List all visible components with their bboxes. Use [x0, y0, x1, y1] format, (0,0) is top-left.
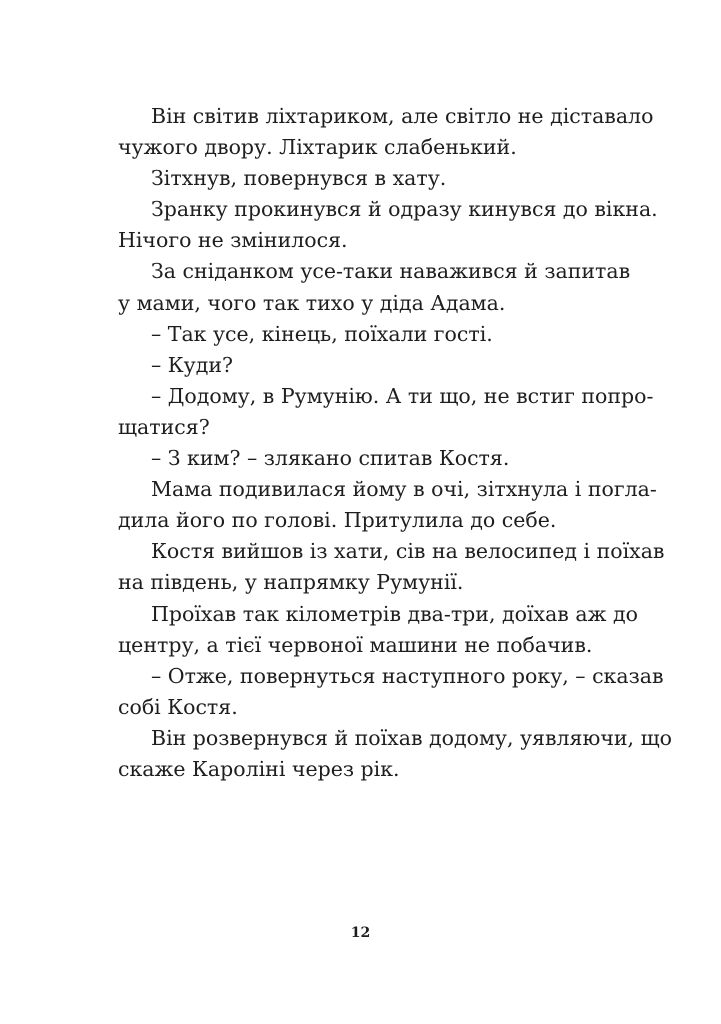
- text-line: собі Костя.: [118, 694, 238, 719]
- dialogue-line: – З ким? – злякано спитав Костя.: [151, 446, 510, 471]
- dialogue-line: – Додому, в Румунію. А ти що, не встиг попро-: [151, 383, 654, 408]
- text-line: скаже Кароліні через рік.: [118, 756, 400, 781]
- text-line: За сніданком усе-таки наважився й запитав: [151, 259, 631, 284]
- text-line: на південь, у напрямку Румунії.: [118, 570, 464, 595]
- text-line: Нічого не змінилося.: [118, 228, 348, 253]
- body-text: [118, 101, 672, 785]
- text-line: Мама подивилася йому в очі, зітхнула і погла-: [151, 477, 657, 502]
- dialogue-line: – Отже, повернуться наступного року, – сказав: [151, 663, 664, 688]
- page-number: 12: [350, 925, 371, 941]
- text-line: Проїхав так кілометрів два-три, доїхав аж до: [151, 601, 638, 626]
- text-line: дила його по голові. Притулила до себе.: [118, 508, 557, 533]
- text-line: Костя вийшов із хати, сів на велосипед і поїхав: [151, 539, 665, 564]
- dialogue-line: – Так усе, кінець, поїхали гості.: [151, 321, 493, 346]
- text-line: Зранку прокинувся й одразу кинувся до вікна.: [151, 197, 658, 222]
- text-line: Зітхнув, повернувся в хату.: [151, 166, 447, 191]
- text-line: центру, а тієї червоної машини не побачив.: [118, 632, 593, 657]
- dialogue-line: – Куди?: [151, 352, 233, 377]
- text-line: чужого двору. Ліхтарик слабенький.: [118, 135, 517, 160]
- text-line: щатися?: [118, 414, 210, 439]
- text-line: Він світив ліхтариком, але світло не діставало: [151, 104, 654, 128]
- text-line: у мами, чого так тихо у діда Адама.: [118, 290, 506, 315]
- text-line: Він розвернувся й поїхав додому, уявляючи, що: [151, 725, 672, 750]
